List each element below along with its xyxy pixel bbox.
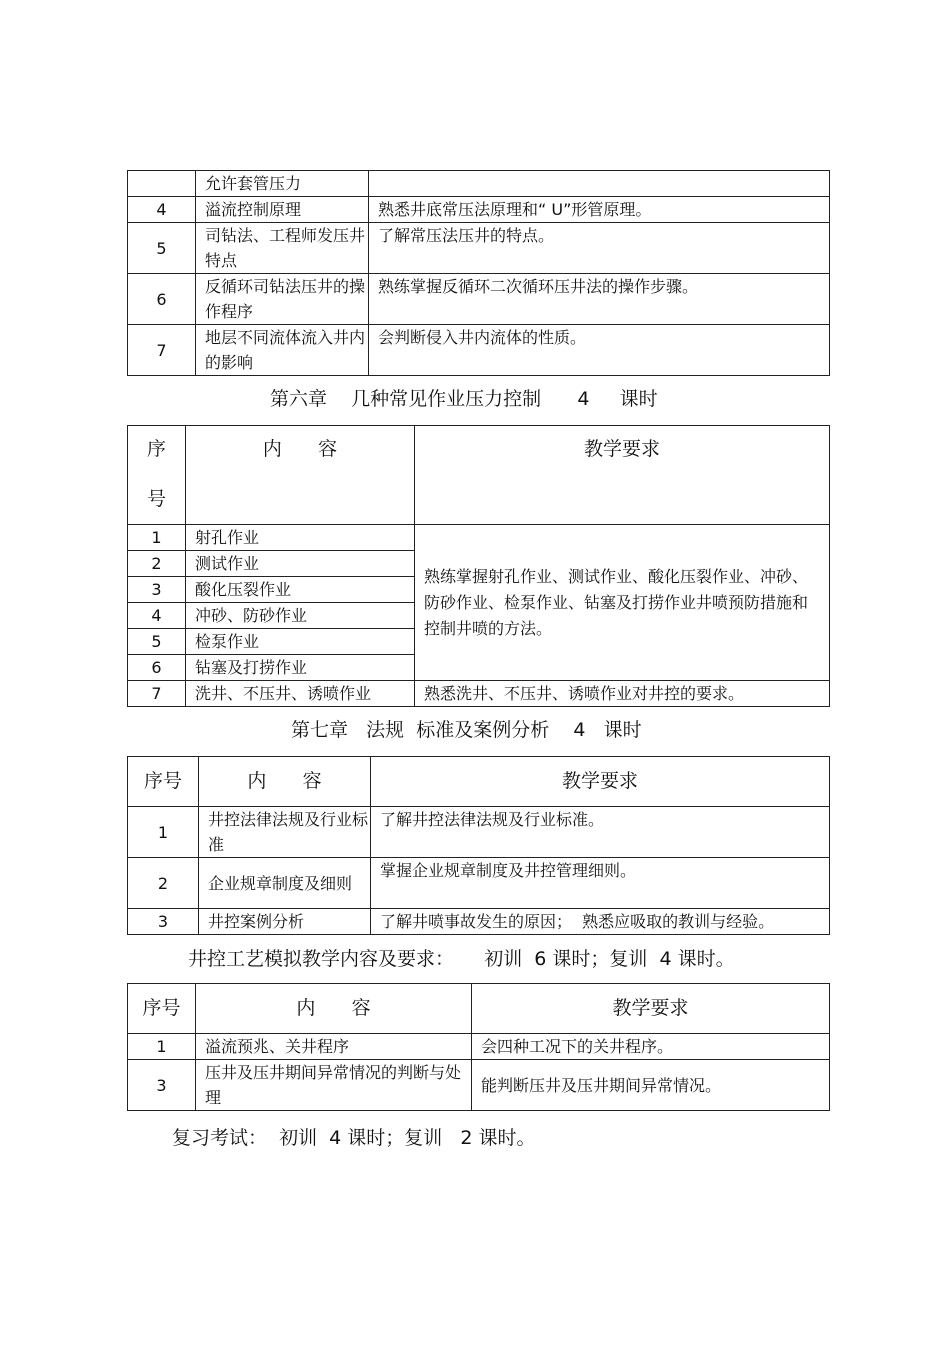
row-requirement: 了解常压法压井的特点。 [369,223,830,274]
header-number [128,426,186,525]
simulation-title: 井控工艺模拟教学内容及要求： 初训 6 课时；复训 4 课时。 [188,948,735,970]
row-number: 2 [128,858,199,909]
row-number: 3 [128,1060,196,1111]
row-content: 允许套管压力 [196,171,369,197]
row-content: 酸化压裂作业 [186,577,415,603]
table-row [128,681,830,707]
row-content: 洗井、不压井、诱喷作业 [186,681,415,707]
table-row [128,807,830,858]
row-requirement: 了解井喷事故发生的原因； 熟悉应吸取的教训与经验。 [371,909,830,935]
table-row [128,171,830,197]
header-number: 序号 [128,984,196,1034]
table-header-row [128,426,830,525]
table-chapter7 [127,756,830,935]
table-chapter5-continued [127,170,830,376]
row-number: 5 [128,223,196,274]
row-requirement: 熟悉井底常压法原理和“ U”形管原理。 [369,197,830,223]
row-number: 2 [128,551,186,577]
row-content: 冲砂、防砂作业 [186,603,415,629]
row-number [128,171,196,197]
table-header-row [128,757,830,807]
row-requirement: 了解井控法律法规及行业标准。 [371,807,830,858]
merged-requirement: 熟练掌握射孔作业、测试作业、酸化压裂作业、冲砂、防砂作业、检泵作业、钻塞及打捞作业井喷预防措施和控制井喷的方法。 [415,525,830,681]
table-row [128,274,830,325]
row-number: 3 [128,577,186,603]
row-requirement: 能判断压井及压井期间异常情况。 [472,1060,830,1111]
row-requirement: 掌握企业规章制度及井控管理细则。 [371,858,830,909]
row-content: 检泵作业 [186,629,415,655]
header-requirement: 教学要求 [371,757,830,807]
row-requirement [369,171,830,197]
chapter6-title: 第六章 几种常见作业压力控制 4 课时 [270,388,658,410]
table-row [128,325,830,376]
row-content: 企业规章制度及细则 [199,858,371,909]
table-chapter6 [127,425,830,707]
row-content: 井控案例分析 [199,909,371,935]
table-header-row [128,984,830,1034]
row-content: 井控法律法规及行业标准 [199,807,371,858]
table-row [128,525,830,551]
table-row [128,858,830,909]
row-content: 测试作业 [186,551,415,577]
table-row [128,223,830,274]
row-content: 射孔作业 [186,525,415,551]
row-number: 6 [128,655,186,681]
header-content: 内 容 [186,426,415,525]
row-number: 4 [128,197,196,223]
review-exam-text: 复习考试： 初训 4 课时；复训 2 课时。 [172,1127,536,1149]
row-requirement: 熟悉洗井、不压井、诱喷作业对井控的要求。 [415,681,830,707]
row-content: 压井及压井期间异常情况的判断与处理 [196,1060,472,1111]
header-number-line2: 号 [146,488,166,510]
row-number: 4 [128,603,186,629]
header-number: 序号 [128,757,199,807]
row-number: 1 [128,807,199,858]
table-row [128,197,830,223]
header-number-line1: 序 [146,438,166,460]
row-number: 5 [128,629,186,655]
table-row [128,1060,830,1111]
header-content: 内 容 [199,757,371,807]
table-row [128,909,830,935]
row-requirement: 熟练掌握反循环二次循环压井法的操作步骤。 [369,274,830,325]
chapter7-title: 第七章 法规 标准及案例分析 4 课时 [291,719,642,741]
row-content: 司钻法、工程师发压井特点 [196,223,369,274]
row-number: 3 [128,909,199,935]
row-content: 反循环司钻法压井的操作程序 [196,274,369,325]
table-row [128,1034,830,1060]
header-requirement: 教学要求 [415,426,830,525]
row-number: 7 [128,681,186,707]
row-content: 溢流控制原理 [196,197,369,223]
row-requirement: 会判断侵入井内流体的性质。 [369,325,830,376]
row-number: 7 [128,325,196,376]
row-number: 6 [128,274,196,325]
row-content: 溢流预兆、关井程序 [196,1034,472,1060]
row-number: 1 [128,525,186,551]
header-content: 内 容 [196,984,472,1034]
table-simulation [127,983,830,1111]
row-number: 1 [128,1034,196,1060]
row-content: 钻塞及打捞作业 [186,655,415,681]
row-requirement: 会四种工况下的关井程序。 [472,1034,830,1060]
header-requirement: 教学要求 [472,984,830,1034]
row-content: 地层不同流体流入井内的影响 [196,325,369,376]
